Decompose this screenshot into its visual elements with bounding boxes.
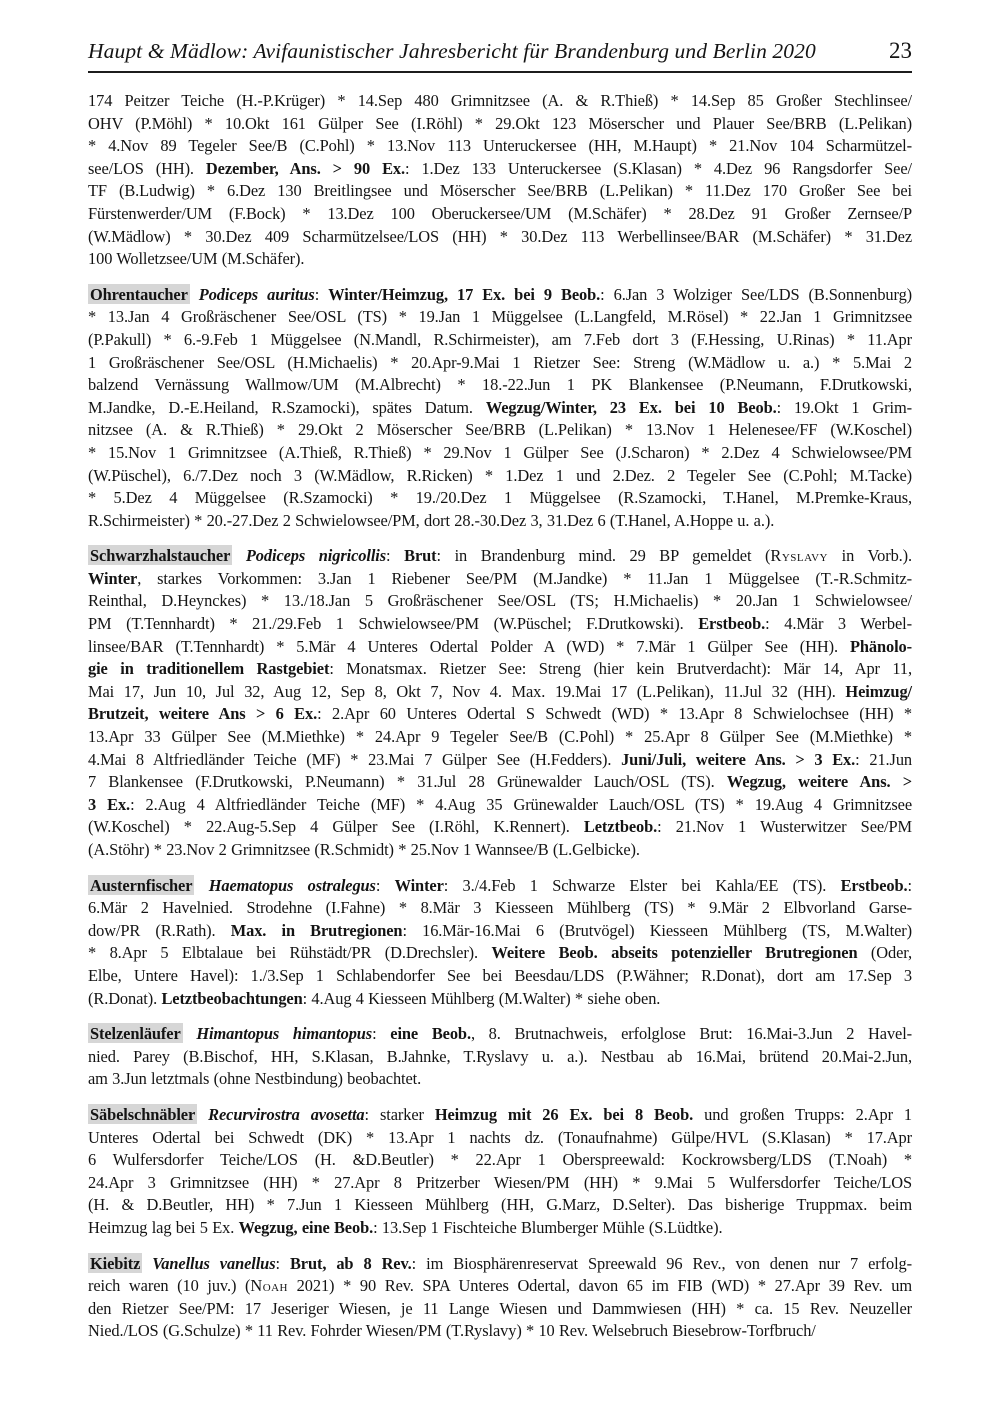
text-line: M.Jandke, D.-E.Heiland, R.Szamocki), spätes Datum. Wegzug/Winter, 23 Ex. bei 10 Beob.: 19.Okt 1 Grim- <box>88 397 912 417</box>
species-ohrentaucher <box>88 284 912 533</box>
text-line: OHV (P.Möhl) * 10.Okt 161 Gülper See (I.Röhl) * 29.Okt 123 Möserscher und Plauer See/BRB (L.Pelikan) <box>88 113 912 133</box>
text-line: 174 Peitzer Teiche (H.-P.Krüger) * 14.Sep 480 Grimnitzsee (A. & R.Thieß) * 14.Sep 85 Großer Stechlinsee/ <box>88 91 912 110</box>
species-kiebitz <box>88 1253 912 1343</box>
text-line: Reinthal, D.Heynckes) * 13./18.Jan 5 Großräschener See/OSL (TS; H.Michaelis) * 20.Jan 1 Schwielowsee/ <box>88 591 912 611</box>
text-line: Säbelschnäbler Recurvirostra avosetta: starker Heimzug mit 26 Ex. bei 8 Beob. und großen Trupps: 2.Apr 1 <box>90 1104 913 1124</box>
text-line: Stelzenläufer Himantopus himantopus: eine Beob., 8. Brutnachweis, erfolglose Brut: 16.Mai-3.Jun 2 Havel- <box>90 1024 913 1044</box>
species-saebelschnaebler <box>88 1104 912 1240</box>
text-line: Unteres Odertal bei Schwedt (DK) * 13.Apr 1 nachts dz. (Tonaufnahme) Gülpe/HVL (S.Klasan) * 17.Apr <box>88 1127 912 1147</box>
text-line: den Rietzer See/PM: 17 Jeseriger Wiesen, je 11 Lange Wiesen und Dammwiesen (HH) * ca. 15 Rev. Neuzeller <box>88 1298 912 1318</box>
text-line: nied. Parey (B.Bischof, HH, S.Klasan, B.Jahnke, T.Ryslavy u. a.). Nestbau ab 16.Mai, brütend 20.Mai-2.Jun, <box>88 1046 912 1066</box>
text-line: * 5.Dez 4 Müggelsee (R.Szamocki) * 19./20.Dez 1 Müggelsee (R.Szamocki, T.Hanel, M.Premke-Kraus, <box>88 488 912 508</box>
text-line: 13.Apr 33 Gülper See (M.Miethke) * 24.Apr 9 Tegeler See/B (C.Pohl) * 25.Apr 8 Gülper See (M.Miethke) * <box>88 727 912 747</box>
running-header <box>88 38 912 73</box>
text-line: PM (T.Tennhardt) * 21./29.Feb 1 Schwielowsee/PM (W.Püschel; F.Drutkowski). Erstbeob.: 4.Mär 3 Werbel- <box>88 614 912 634</box>
text-line: see/LOS (HH). Dezember, Ans. > 90 Ex.: 1.Dez 133 Unteruckersee (S.Klasan) * 4.Dez 96 Rangsdorfer See/ <box>88 158 912 178</box>
species-schwarzhalstaucher <box>88 545 912 861</box>
text-line: * 15.Nov 1 Grimnitzsee (A.Thieß, R.Thieß) * 29.Nov 1 Gülper See (J.Scharon) * 2.Dez 4 Schwielowsee/PM <box>88 442 912 462</box>
page-content <box>88 38 912 1343</box>
species-stelzenlaeufer <box>88 1023 912 1091</box>
text-line: (W.Püschel), 6./7.Dez noch 3 (W.Mädlow, R.Ricken) * 1.Dez 1 und 2.Dez. 2 Tegeler See (C.Pohl; M.Tacke) <box>88 465 912 485</box>
text-line: * 13.Jan 4 Großräschener See/OSL (TS) * 19.Jan 1 Müggelsee (L.Langfeld, M.Rösel) * 22.Jan 1 Grimnitzsee <box>88 307 912 327</box>
text-line: Brutzeit, weitere Ans > 6 Ex.: 2.Apr 60 Unteres Odertal S Schwedt (WD) * 13.Apr 8 Schwielochsee (HH) * <box>88 704 912 724</box>
content <box>88 90 912 1343</box>
text-line: Kiebitz Vanellus vanellus: Brut, ab 8 Rev.: im Biosphärenreservat Spreewald 96 Rev., von denen nur 7 erfolg- <box>90 1253 912 1273</box>
text-line: nitzsee (A. & R.Thieß) * 29.Okt 2 Möserscher See/BRB (L.Pelikan) * 13.Nov 1 Helenesee/FF (W.Koschel) <box>88 420 912 440</box>
text-line: Mai 17, Jun 10, Jul 32, Aug 12, Sep 8, Okt 7, Nov 4. Max. 19.Mai 17 (L.Pelikan), 11.Jul 32 (HH). Heimzug/ <box>88 681 912 701</box>
text-line: 6 Wulfersdorfer Teiche/LOS (H. &D.Beutler) * 22.Apr 1 Oberspreewald: Kockrowsberg/LDS (T.Noah) * <box>88 1150 912 1170</box>
text-line: 1 Großräschener See/OSL (H.Michaelis) * 20.Apr-9.Mai 1 Rietzer See: Streng (W.Mädlow u. a.) * 5.Mai 2 <box>88 352 912 372</box>
text-line: 100 Wolletzsee/UM (M.Schäfer). <box>88 249 305 269</box>
text-line: (P.Pakull) * 6.-9.Feb 1 Müggelsee (N.Mandl, R.Schirmeister), am 7.Feb dort 3 (F.Hessing, U.Rinas) * 11.Apr <box>88 329 912 349</box>
text-line: (W.Koschel) * 22.Aug-5.Sep 4 Gülper See (I.Röhl, K.Rennert). Letztbeob.: 21.Nov 1 Wusterwitzer See/PM <box>88 817 912 837</box>
text-line: Nied./LOS (G.Schulze) * 11 Rev. Fohrder Wiesen/PM (T.Ryslavy) * 10 Rev. Welsebruch Biesebrow-Torfbruch/ <box>88 1321 816 1341</box>
page-number: 23 <box>889 38 912 63</box>
text-line: Schwarzhalstaucher Podiceps nigricollis: Brut: in Brandenburg mind. 29 BP gemeldet (Ryslavy in Vorb.). <box>90 546 913 566</box>
text-line: 4.Mai 8 Altfriedländer Teiche (MF) * 23.Mai 7 Gülper See (H.Fedders). Juni/Juli, weitere Ans. > 3 Ex.: 21.Jun <box>88 749 913 769</box>
text-line: 7 Blankensee (F.Drutkowski, P.Neumann) * 31.Jul 28 Grünewalder Lauch/OSL (TS). Wegzug, weitere Ans. > <box>88 772 913 792</box>
text-line: * 4.Nov 89 Tegeler See/B (C.Pohl) * 13.Nov 113 Unteruckersee (HH, M.Haupt) * 21.Nov 104 Scharmützel- <box>88 136 912 156</box>
text-line: * 8.Apr 5 Elbtalaue bei Rühstädt/PR (D.Drechsler). Weitere Beob. abseits potenzieller Brutregionen (Oder, <box>88 943 913 963</box>
species-austernfischer <box>88 875 912 1011</box>
text-line: (W.Mädlow) * 30.Dez 409 Scharmützelsee/LOS (HH) * 30.Dez 113 Werbellinsee/BAR (M.Schäfer) * 31.Dez <box>88 226 912 246</box>
text-line: reich waren (10 juv.) (Noah 2021) * 90 Rev. SPA Unteres Odertal, davon 65 im FIB (WD) * 27.Apr 39 Rev. um <box>88 1276 912 1296</box>
text-line: (A.Stöhr) * 23.Nov 2 Grimnitzsee (R.Schmidt) * 25.Nov 1 Wannsee/B (L.Gelbicke). <box>88 840 640 859</box>
text-line: R.Schirmeister) * 20.-27.Dez 2 Schwielowsee/PM, dort 28.-30.Dez 3, 31.Dez 6 (T.Hanel, A.Hoppe u. a.). <box>88 510 775 530</box>
text-line: gie in traditionellem Rastgebiet: Monatsmax. Rietzer See: Streng (hier kein Brutverdacht): Mär 14, Apr 11, <box>88 659 912 679</box>
text-line: 24.Apr 3 Grimnitzsee (HH) * 27.Apr 8 Pritzerber Wiesen/PM (HH) * 9.Mai 5 Wulfersdorfer Teiche/LOS <box>88 1172 912 1192</box>
text-line: (H. & D.Beutler, HH) * 7.Jun 1 Kiesseen Mühlberg (HH, G.Marz, D.Selter). Das bisherige Truppmax. beim <box>88 1195 912 1215</box>
text-line: Ohrentaucher Podiceps auritus: Winter/Heimzug, 17 Ex. bei 9 Beob.: 6.Jan 3 Wolziger See/LDS (B.Sonnenburg) <box>90 284 913 304</box>
text-line: 3 Ex.: 2.Aug 4 Altfriedländer Teiche (MF) * 4.Aug 35 Grünewalder Lauch/OSL (TS) * 19.Aug 4 Grimnitzsee <box>88 794 912 814</box>
text-line: (R.Donat). Letztbeobachtungen: 4.Aug 4 Kiesseen Mühlberg (M.Walter) * siehe oben. <box>88 988 661 1008</box>
text-line: 6.Mär 2 Havelnied. Strodehne (I.Fahne) * 8.Mär 3 Kiesseen Mühlberg (TS) * 9.Mär 2 Elbvorland Garse- <box>88 898 912 918</box>
text-line: linsee/BAR (T.Tennhardt) * 5.Mär 4 Unteres Odertal Polder A (WD) * 7.Mär 1 Gülper See (HH). Phänolo- <box>88 636 912 656</box>
text-line: Austernfischer Haematopus ostralegus: Winter: 3./4.Feb 1 Schwarze Elster bei Kahla/EE (TS). Erstbeob.: <box>90 875 912 895</box>
continuation-paragraph <box>88 90 912 271</box>
text-line: TF (B.Ludwig) * 6.Dez 130 Breitlingsee und Möserscher See/BRB (L.Pelikan) * 11.Dez 170 Großer See bei <box>88 181 912 201</box>
text-line: Heimzug lag bei 5 Ex. Wegzug, eine Beob.: 13.Sep 1 Fischteiche Blumberger Mühle (S.Lüdtke). <box>88 1217 723 1237</box>
running-header-title: Haupt & Mädlow: Avifaunistischer Jahresbericht für Brandenburg und Berlin 2020 <box>88 39 816 63</box>
text-line: dow/PR (R.Rath). Max. in Brutregionen: 16.Mär-16.Mai 6 (Brutvögel) Kiesseen Mühlberg (TS, M.Walter) <box>88 920 912 940</box>
text-line: balzend Vernässung Wallmow/UM (M.Albrecht) * 18.-22.Jun 1 PK Blankensee (P.Neumann, F.Drutkowski, <box>88 375 912 395</box>
text-line: am 3.Jun letztmals (ohne Nestbindung) beobachtet. <box>88 1069 422 1089</box>
text-line: Winter, starkes Vorkommen: 3.Jan 1 Riebener See/PM (M.Jandke) * 11.Jan 1 Müggelsee (T.-R.Schmitz- <box>88 568 912 588</box>
text-line: Elbe, Untere Havel): 1./3.Sep 1 Schlabendorfer See bei Beesdau/LDS (P.Wähner; R.Donat), dort am 17.Sep 3 <box>88 965 912 985</box>
text-line: Fürstenwerder/UM (F.Bock) * 13.Dez 100 Oberuckersee/UM (M.Schäfer) * 28.Dez 91 Großer Zernsee/P <box>88 203 912 223</box>
